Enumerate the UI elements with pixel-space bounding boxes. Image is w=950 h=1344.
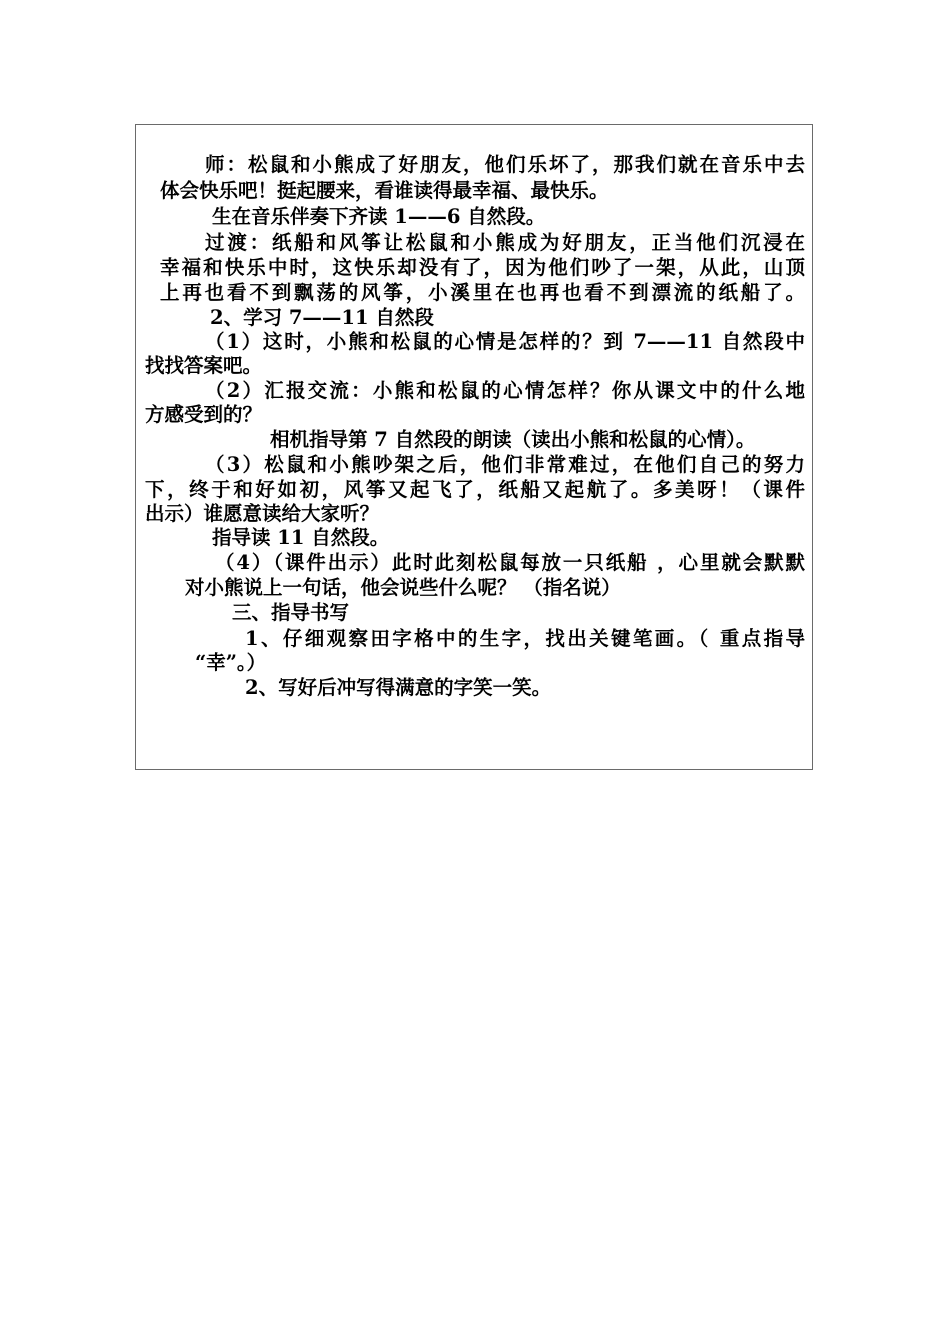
question-4-line-1: （4）（课件出示）此时此刻松鼠每放一只纸船 ，心里就会默默 <box>215 551 805 574</box>
reading-guidance-7: 相机指导第 7 自然段的朗读（读出小熊和松鼠的心情）。 <box>270 428 756 451</box>
question-1-line-2: 找找答案吧。 <box>145 354 263 377</box>
question-1-line-1: （1）这时，小熊和松鼠的心情是怎样的？到 7——11 自然段中 <box>205 330 805 353</box>
paragraph-teacher-line-1: 师：松鼠和小熊成了好朋友，他们乐坏了，那我们就在音乐中去 <box>205 153 805 176</box>
section-heading-writing: 三、指导书写 <box>232 601 350 624</box>
reading-guidance-11: 指导读 11 自然段。 <box>212 526 390 549</box>
writing-step-2: 2、写好后冲写得满意的字笑一笑。 <box>245 676 552 699</box>
paragraph-transition-line-1: 过渡：纸船和风筝让松鼠和小熊成为好朋友，正当他们沉浸在 <box>205 231 805 254</box>
section-heading-study: 2、学习 7——11 自然段 <box>210 306 434 329</box>
question-4-line-2: 对小熊说上一句话，他会说些什么呢？ （指名说） <box>185 576 621 599</box>
question-3-line-2: 下，终于和好如初，风筝又起飞了，纸船又起航了。多美呀！（课件 <box>145 478 805 501</box>
question-2-line-2: 方感受到的？ <box>145 403 263 426</box>
paragraph-transition-line-3: 上再也看不到飘荡的风筝，小溪里在也再也看不到漂流的纸船了。 <box>160 281 805 304</box>
question-3-line-1: （3）松鼠和小熊吵架之后，他们非常难过，在他们自己的努力 <box>205 453 805 476</box>
question-2-line-1: （2）汇报交流：小熊和松鼠的心情怎样？你从课文中的什么地 <box>205 379 805 402</box>
paragraph-transition-line-2: 幸福和快乐中时，这快乐却没有了，因为他们吵了一架，从此，山顶 <box>160 256 805 279</box>
paragraph-teacher-line-2: 体会快乐吧！挺起腰来，看谁读得最幸福、最快乐。 <box>160 179 609 202</box>
writing-step-1-line-2: “幸”。） <box>195 651 267 674</box>
paragraph-read-aloud: 生在音乐伴奏下齐读 1——6 自然段。 <box>212 205 546 228</box>
writing-step-1-line-1: 1、仔细观察田字格中的生字，找出关键笔画。（ 重点指导 <box>245 627 805 650</box>
question-3-line-3: 出示）谁愿意读给大家听？ <box>145 502 380 525</box>
